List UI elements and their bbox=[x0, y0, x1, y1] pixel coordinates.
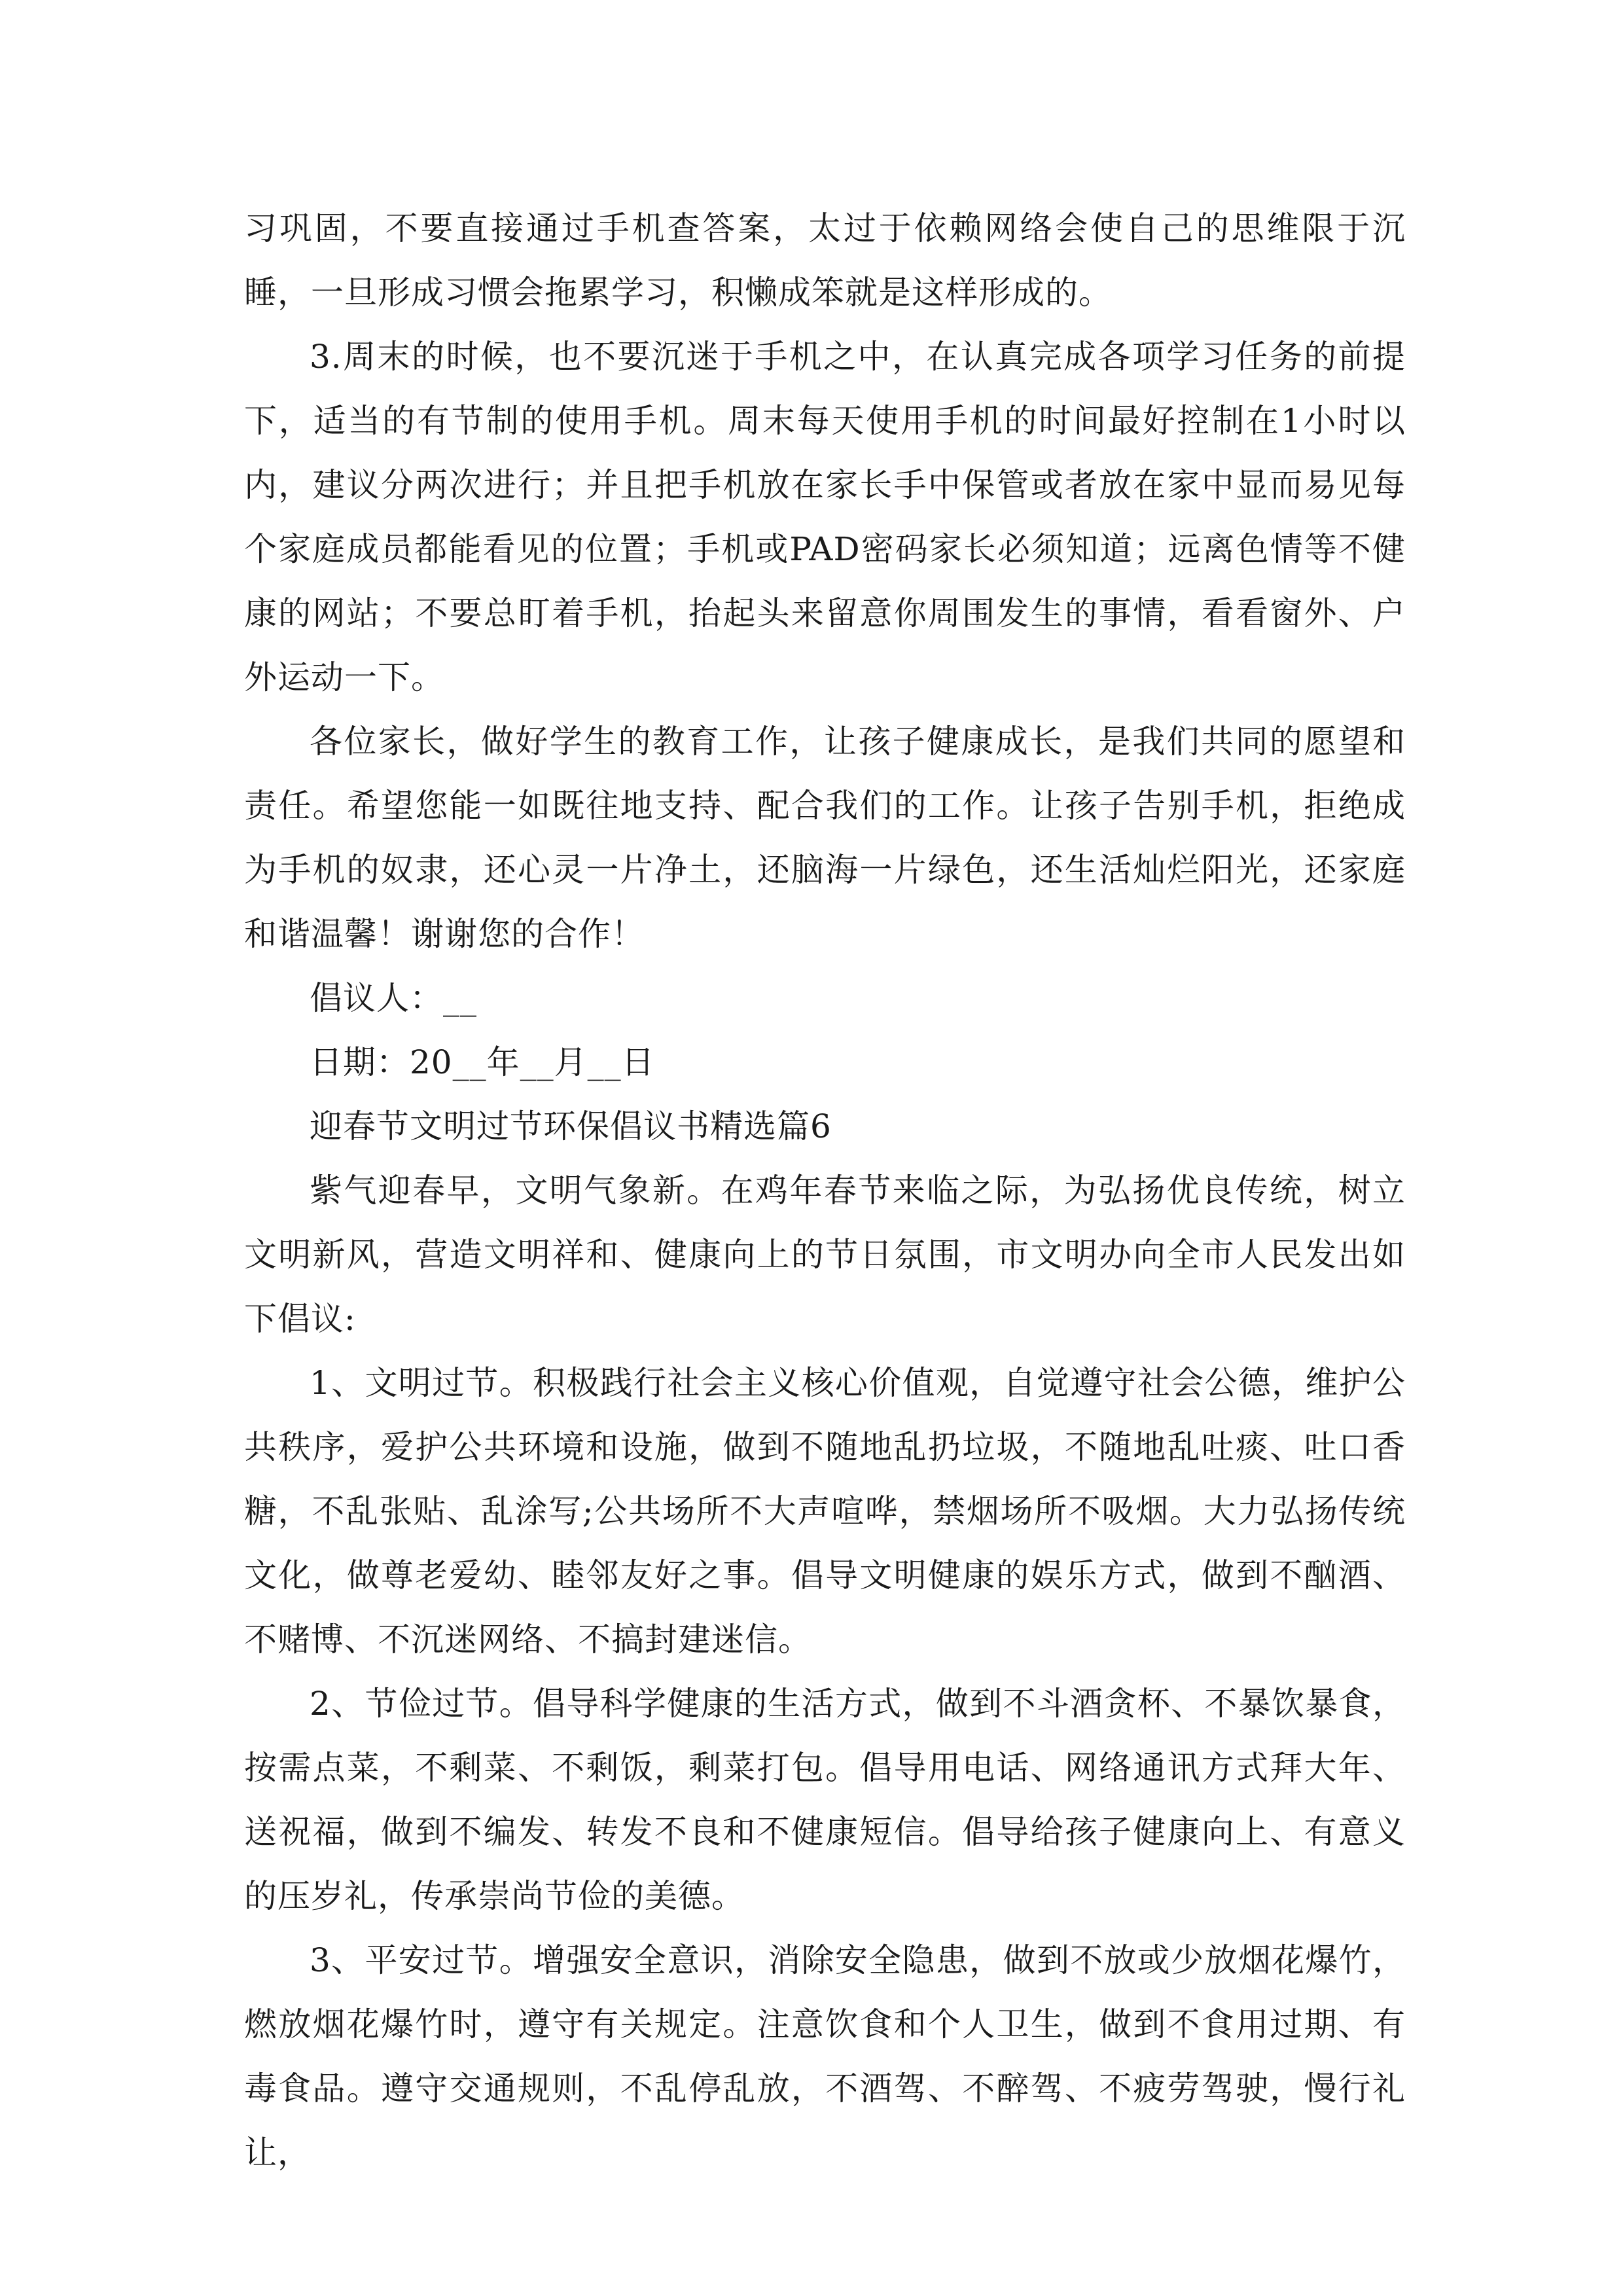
paragraph-point-3: 3、平安过节。增强安全意识，消除安全隐患，做到不放或少放烟花爆竹，燃放烟花爆竹时，遵守有关规定。注意饮食和个人卫生，做到不食用过期、有毒食品。遵守交通规则，不乱停乱放，不酒驾、不醉驾、不疲劳驾驶，慢行礼让， bbox=[244, 1941, 1406, 2172]
paragraph-intro: 紫气迎春早，文明气象新。在鸡年春节来临之际，为弘扬优良传统，树立文明新风，营造文明祥和、健康向上的节日氛围，市文明办向全市人民发出如下倡议: bbox=[244, 1172, 1406, 1338]
signature-line: 倡议人：__ bbox=[310, 979, 477, 1017]
document-body bbox=[244, 196, 1406, 2185]
paragraph-point-2: 2、节俭过节。倡导科学健康的生活方式，做到不斗酒贪杯、不暴饮暴食，按需点菜，不剩菜、不剩饭，剩菜打包。倡导用电话、网络通讯方式拜大年、送祝福，做到不编发、转发不良和不健康短信。倡导给孩子健康向上、有意义的压岁礼，传承崇尚节俭的美德。 bbox=[244, 1685, 1406, 1915]
paragraph-item-3: 3.周末的时候，也不要沉迷于手机之中，在认真完成各项学习任务的前提下，适当的有节制的使用手机。周末每天使用手机的时间最好控制在1小时以内，建议分两次进行；并且把手机放在家长手中保管或者放在家中显而易见每个家庭成员都能看见的位置；手机或PAD密码家长必须知道；远离色情等不健康的网站；不要总盯着手机，抬起头来留意你周围发生的事情，看看窗外、户外运动一下。 bbox=[244, 338, 1406, 696]
paragraph-closing: 各位家长，做好学生的教育工作，让孩子健康成长，是我们共同的愿望和责任。希望您能一如既往地支持、配合我们的工作。让孩子告别手机，拒绝成为手机的奴隶，还心灵一片净土，还脑海一片绿色，还生活灿烂阳光，还家庭和谐温馨！谢谢您的合作！ bbox=[244, 723, 1406, 953]
paragraph-point-1: 1、文明过节。积极践行社会主义核心价值观，自觉遵守社会公德，维护公共秩序，爱护公共环境和设施，做到不随地乱扔垃圾，不随地乱吐痰、吐口香糖，不乱张贴、乱涂写;公共场所不大声喧哗，禁烟场所不吸烟。大力弘扬传统文化，做尊老爱幼、睦邻友好之事。倡导文明健康的娱乐方式，做到不酗酒、不赌博、不沉迷网络、不搞封建迷信。 bbox=[244, 1364, 1406, 1659]
paragraph-continuation: 习巩固，不要直接通过手机查答案，太过于依赖网络会使自己的思维限于沉睡，一旦形成习惯会拖累学习，积懒成笨就是这样形成的。 bbox=[244, 209, 1406, 312]
section-title: 迎春节文明过节环保倡议书精选篇6 bbox=[310, 1107, 832, 1145]
date-line: 日期：20__年__月__日 bbox=[310, 1043, 655, 1081]
